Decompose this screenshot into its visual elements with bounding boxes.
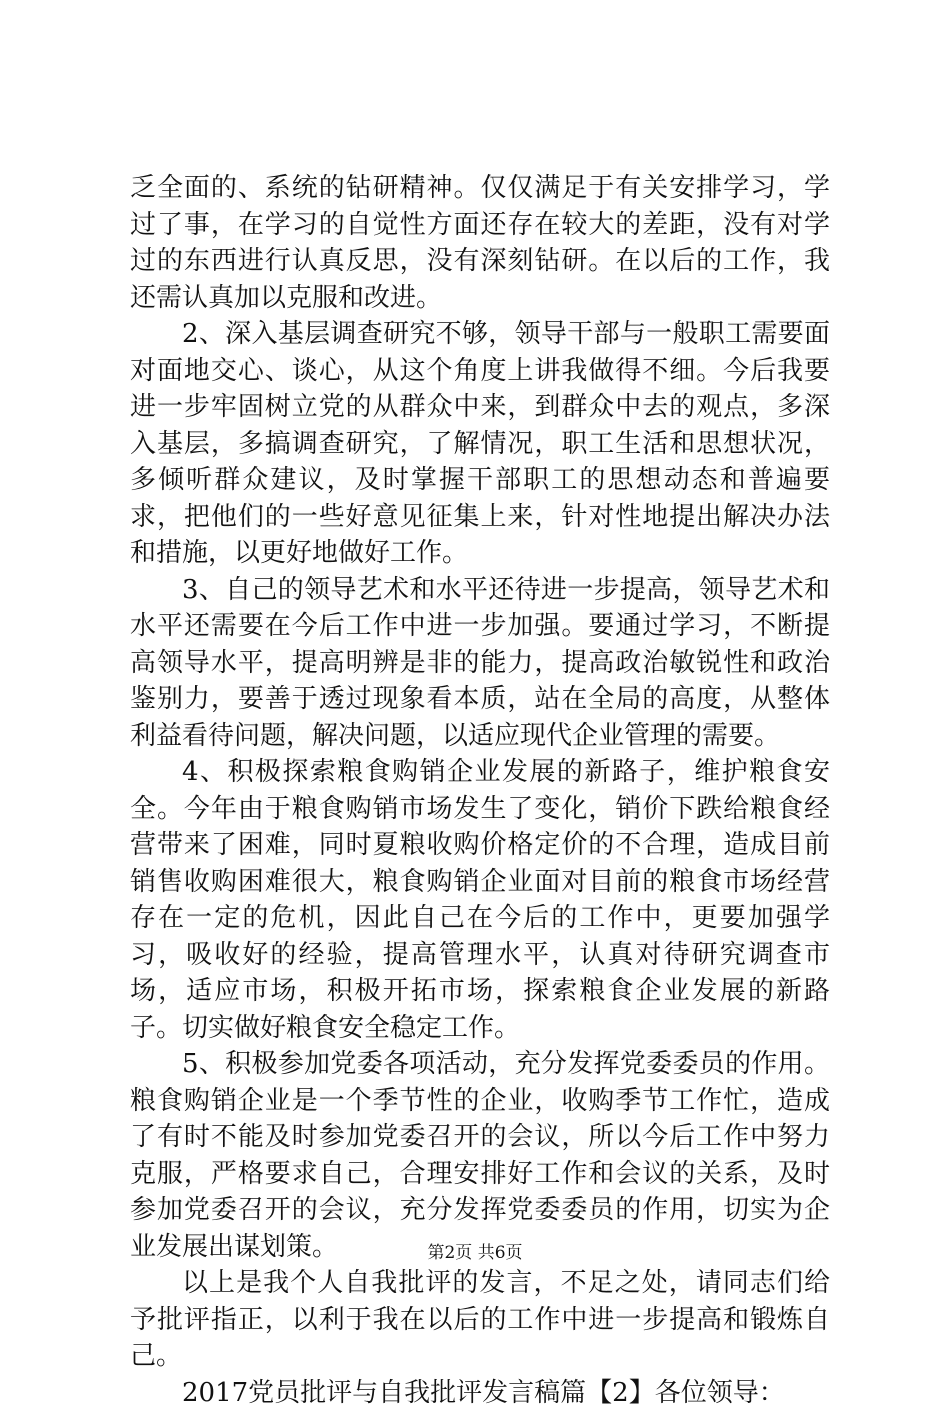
paragraph-1: 乏全面的、系统的钻研精神。仅仅满足于有关安排学习，学过了事，在学习的自觉性方面还存在较大的差距，没有对学过的东西进行认真反思，没有深刻钻研。在以后的工作，我还需认真加以克服和改进。: [130, 170, 830, 316]
paragraph-3: 3、自己的领导艺术和水平还待进一步提高，领导艺术和水平还需要在今后工作中进一步加强。要通过学习，不断提高领导水平，提高明辨是非的能力，提高政治敏锐性和政治鉴别力，要善于透过现象看本质，站在全局的高度，从整体利益看待问题，解决问题，以适应现代企业管理的需要。: [130, 572, 830, 755]
paragraph-7: 2017党员批评与自我批评发言稿篇【2】各位领导：: [130, 1375, 830, 1411]
page-footer: [0, 1241, 950, 1265]
paragraph-4: 4、积极探索粮食购销企业发展的新路子，维护粮食安全。今年由于粮食购销市场发生了变化，销价下跌给粮食经营带来了困难，同时夏粮收购价格定价的不合理，造成目前销售收购困难很大，粮食购销企业面对目前的粮食市场经营存在一定的危机，因此自己在今后的工作中，更要加强学习，吸收好的经验，提高管理水平，认真对待研究调查市场，适应市场，积极开拓市场，探索粮食企业发展的新路子。切实做好粮食安全稳定工作。: [130, 754, 830, 1046]
paragraph-2: 2、深入基层调查研究不够，领导干部与一般职工需要面对面地交心、谈心，从这个角度上讲我做得不细。今后我要进一步牢固树立党的从群众中来，到群众中去的观点，多深入基层，多搞调查研究，了解情况，职工生活和思想状况，多倾听群众建议，及时掌握干部职工的思想动态和普遍要求，把他们的一些好意见征集上来，针对性地提出解决办法和措施，以更好地做好工作。: [130, 316, 830, 572]
paragraph-6: 以上是我个人自我批评的发言，不足之处，请同志们给予批评指正，以利于我在以后的工作中进一步提高和锻炼自己。: [130, 1265, 830, 1375]
document-body: [130, 170, 830, 1411]
paragraph-5: 5、积极参加党委各项活动，充分发挥党委委员的作用。粮食购销企业是一个季节性的企业，收购季节工作忙，造成了有时不能及时参加党委召开的会议，所以今后工作中努力克服，严格要求自己，合理安排好工作和会议的关系，及时参加党委召开的会议，充分发挥党委委员的作用，切实为企业发展出谋划策。: [130, 1046, 830, 1265]
page-number: 第2页 共6页: [427, 1243, 522, 1263]
